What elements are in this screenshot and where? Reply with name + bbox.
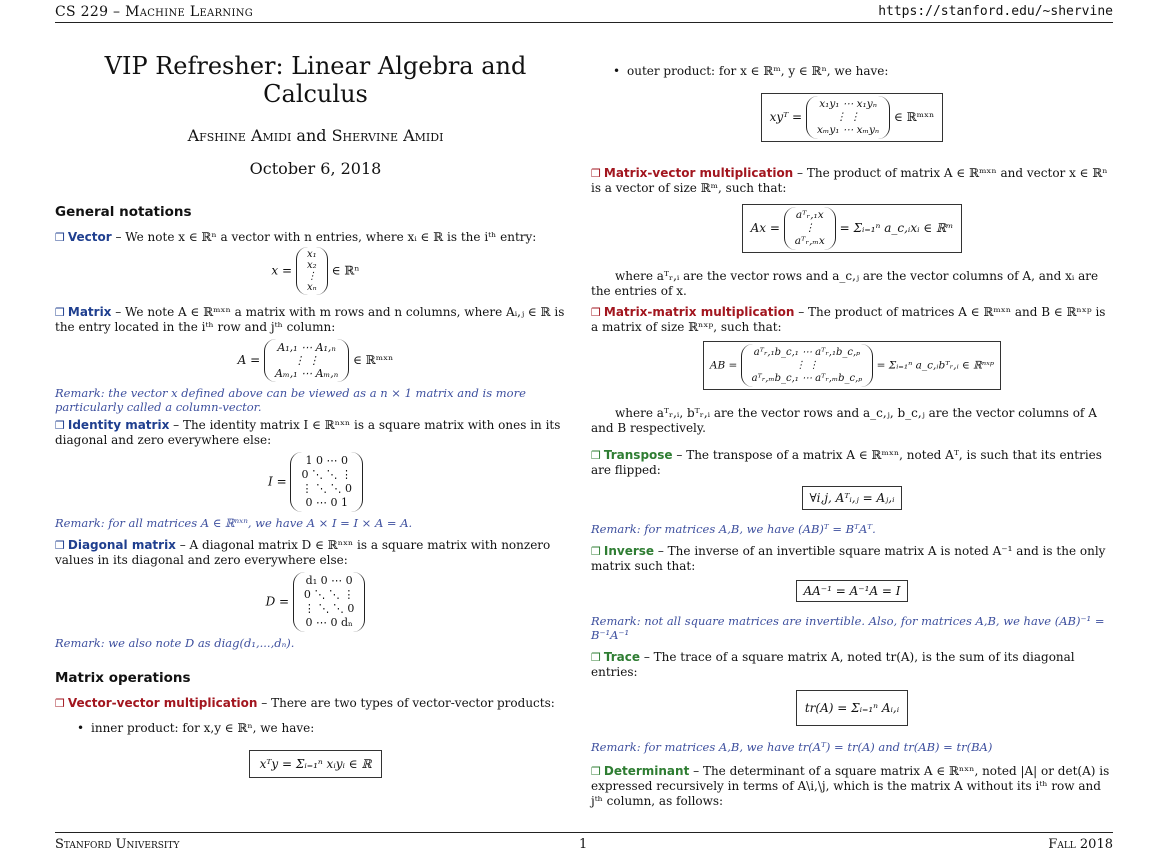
course-url[interactable]: https://stanford.edu/~shervine (878, 4, 1113, 19)
matrix-definition: ❒ Matrix – We note A ∈ ℝᵐˣⁿ a matrix with m rows and n columns, where Aᵢ,ⱼ ∈ ℝ is the entry located in the iᵗʰ row and jᵗʰ column: (55, 305, 565, 334)
inverse-definition: ❒ Inverse – The inverse of an invertible square matrix A is noted A⁻¹ and is the only matrix such that: (591, 544, 1106, 573)
diagonal-definition: ❒ Diagonal matrix – A diagonal matrix D ∈ ℝⁿˣⁿ is a square matrix with nonzero values in its diagonal and zero everywhere else: (55, 538, 551, 567)
determinant-definition: ❒ Determinant – The determinant of a square matrix A ∈ ℝⁿˣⁿ, noted |A| or det(A) is expressed recursively in terms of A\i,\j, which is the matrix A without its iᵗʰ row and jᵗʰ column, as follows: (591, 764, 1110, 808)
trace-formula: tr(A) = Σᵢ₌₁ⁿ Aᵢ,ᵢ (591, 690, 1113, 726)
page-header (55, 4, 1113, 23)
section-matrix-operations: Matrix operations (55, 670, 191, 686)
matrix-remark: Remark: the vector x defined above can be viewed as a n × 1 matrix and is more particularly called a column-vector. (55, 386, 526, 414)
inverse-formula: AA⁻¹ = A⁻¹A = I (591, 580, 1113, 602)
footer-university: Stanford University (55, 837, 180, 852)
identity-definition: ❒ Identity matrix – The identity matrix I ∈ ℝⁿˣⁿ is a square matrix with ones in its diagonal and zero everywhere else: (55, 418, 561, 447)
term-determinant: Determinant (603, 764, 690, 778)
mm-definition: ❒ Matrix-matrix multiplication – The product of matrices A ∈ ℝᵐˣⁿ and B ∈ ℝⁿˣᵖ is a matrix of size ℝⁿˣᵖ, such that: (591, 305, 1106, 334)
vector-formula: x = x₁ x₂ ⋮ xₙ ∈ ℝⁿ (271, 249, 360, 293)
term-matrix-vector: Matrix-vector multiplication (603, 166, 794, 180)
transpose-formula: ∀i,j, Aᵀᵢ,ⱼ = Aⱼ,ᵢ (591, 486, 1113, 510)
section-general-notations: General notations (55, 204, 192, 220)
doc-authors: Afshine Amidi and Shervine Amidi (187, 126, 444, 145)
mm-matrix: aᵀᵣ,₁b_c,₁ ⋯ aᵀᵣ,₁b_c,ₚ ⋮ ⋮ aᵀᵣ,ₘb_c,₁ ⋯ aᵀᵣ,ₘb_c,ₚ (741, 344, 874, 387)
checkbox-icon: ❒ (591, 167, 601, 180)
vector-definition: ❒ Vector – We note x ∈ ℝⁿ a vector with n entries, where xᵢ ∈ ℝ is the iᵗʰ entry: (55, 230, 537, 244)
page-footer (55, 832, 1113, 850)
doc-date: October 6, 2018 (249, 159, 382, 178)
inverse-remark: Remark: not all square matrices are invertible. Also, for matrices A,B, we have (AB)⁻¹ = B⁻¹A⁻¹ (591, 614, 1105, 642)
checkbox-icon: ❒ (55, 539, 65, 552)
checkbox-icon: ❒ (591, 651, 601, 664)
checkbox-icon: ❒ (55, 306, 65, 319)
diagonal-remark: Remark: we also note D as diag(d₁,...,dₙ). (55, 636, 295, 650)
vv-definition: ❒ Vector-vector multiplication – There are two types of vector-vector products: (55, 696, 555, 710)
term-vector: Vector (67, 230, 112, 244)
checkbox-icon: ❒ (591, 449, 601, 462)
identity-formula: I = 1 0 ⋯ 0 0 ⋱ ⋱ ⋮ ⋮ ⋱ ⋱ 0 0 ⋯ 0 1 (55, 452, 576, 512)
left-column (55, 30, 576, 782)
identity-matrix: 1 0 ⋯ 0 0 ⋱ ⋱ ⋮ ⋮ ⋱ ⋱ 0 0 ⋯ 0 1 (290, 452, 363, 512)
diagonal-matrix: d₁ 0 ⋯ 0 0 ⋱ ⋱ ⋮ ⋮ ⋱ ⋱ 0 0 ⋯ 0 dₙ (293, 572, 366, 632)
mv-matrix: aᵀᵣ,₁x ⋮ aᵀᵣ,ₘx (784, 207, 836, 250)
term-inverse: Inverse (603, 544, 655, 558)
course-title: CS 229 – Machine Learning (55, 4, 254, 20)
term-transpose: Transpose (603, 448, 673, 462)
checkbox-icon: ❒ (55, 419, 65, 432)
outer-product-item: • outer product: for x ∈ ℝᵐ, y ∈ ℝⁿ, we have: (591, 64, 1113, 79)
term-diagonal: Diagonal matrix (67, 538, 176, 552)
identity-remark: Remark: for all matrices A ∈ ℝⁿˣⁿ, we have A × I = I × A = A. (55, 516, 413, 530)
checkbox-icon: ❒ (591, 545, 601, 558)
footer-page-number: 1 (579, 837, 588, 852)
matrix-A: A₁,₁ ⋯ A₁,ₙ ⋮ ⋮ Aₘ,₁ ⋯ Aₘ,ₙ (264, 339, 349, 382)
term-identity: Identity matrix (67, 418, 170, 432)
vector-matrix: x₁ x₂ ⋮ xₙ (296, 247, 328, 295)
right-column (591, 30, 1113, 809)
transpose-remark: Remark: for matrices A,B, we have (AB)ᵀ = BᵀAᵀ. (591, 522, 876, 536)
term-trace: Trace (603, 650, 641, 664)
footer-term: Fall 2018 (1048, 837, 1113, 852)
trace-definition: ❒ Trace – The trace of a square matrix A, noted tr(A), is the sum of its diagonal entries: (591, 650, 1075, 679)
doc-title: VIP Refresher: Linear Algebra and Calculus (104, 52, 527, 108)
checkbox-icon: ❒ (591, 306, 601, 319)
transpose-definition: ❒ Transpose – The transpose of a matrix A ∈ ℝᵐˣⁿ, noted Aᵀ, is such that its entries are flipped: (591, 448, 1102, 477)
outer-matrix: x₁y₁ ⋯ x₁yₙ ⋮ ⋮ xₘy₁ ⋯ xₘyₙ (806, 96, 890, 139)
checkbox-icon: ❒ (55, 697, 65, 710)
checkbox-icon: ❒ (55, 231, 65, 244)
outer-product-formula: xyᵀ = x₁y₁ ⋯ x₁yₙ ⋮ ⋮ xₘy₁ ⋯ xₘyₙ ∈ ℝᵐˣⁿ (591, 93, 1113, 142)
mv-where: where aᵀᵣ,ᵢ are the vector rows and a_c,ⱼ are the vector columns of A, and xᵢ are the entries of x. (591, 269, 1099, 298)
inner-product-item: • inner product: for x,y ∈ ℝⁿ, we have: (55, 721, 576, 736)
inner-product-formula: xᵀy = Σᵢ₌₁ⁿ xᵢyᵢ ∈ ℝ (55, 750, 576, 778)
term-matrix: Matrix (67, 305, 112, 319)
term-vector-vector: Vector-vector multiplication (67, 696, 258, 710)
mm-formula: AB = aᵀᵣ,₁b_c,₁ ⋯ aᵀᵣ,₁b_c,ₚ ⋮ ⋮ aᵀᵣ,ₘb_c,₁ ⋯ aᵀᵣ,ₘb_c,ₚ = Σᵢ₌₁ⁿ a_c,ᵢbᵀᵣ,ᵢ ∈ ℝⁿˣᵖ (591, 341, 1113, 390)
mv-formula: Ax = aᵀᵣ,₁x ⋮ aᵀᵣ,ₘx = Σᵢ₌₁ⁿ a_c,ᵢxᵢ ∈ ℝᵐ (591, 204, 1113, 253)
trace-remark: Remark: for matrices A,B, we have tr(Aᵀ) = tr(A) and tr(AB) = tr(BA) (591, 740, 993, 754)
matrix-formula: A = A₁,₁ ⋯ A₁,ₙ ⋮ ⋮ Aₘ,₁ ⋯ Aₘ,ₙ ∈ ℝᵐˣⁿ (237, 341, 394, 380)
checkbox-icon: ❒ (591, 765, 601, 778)
mm-where: where aᵀᵣ,ᵢ, bᵀᵣ,ᵢ are the vector rows and a_c,ⱼ, b_c,ⱼ are the vector columns of A and B respectively. (591, 406, 1097, 435)
term-matrix-matrix: Matrix-matrix multiplication (603, 305, 795, 319)
mv-definition: ❒ Matrix-vector multiplication – The product of matrix A ∈ ℝᵐˣⁿ and vector x ∈ ℝⁿ is a vector of size ℝᵐ, such that: (591, 166, 1108, 195)
diagonal-formula: D = d₁ 0 ⋯ 0 0 ⋱ ⋱ ⋮ ⋮ ⋱ ⋱ 0 0 ⋯ 0 dₙ (55, 572, 576, 632)
